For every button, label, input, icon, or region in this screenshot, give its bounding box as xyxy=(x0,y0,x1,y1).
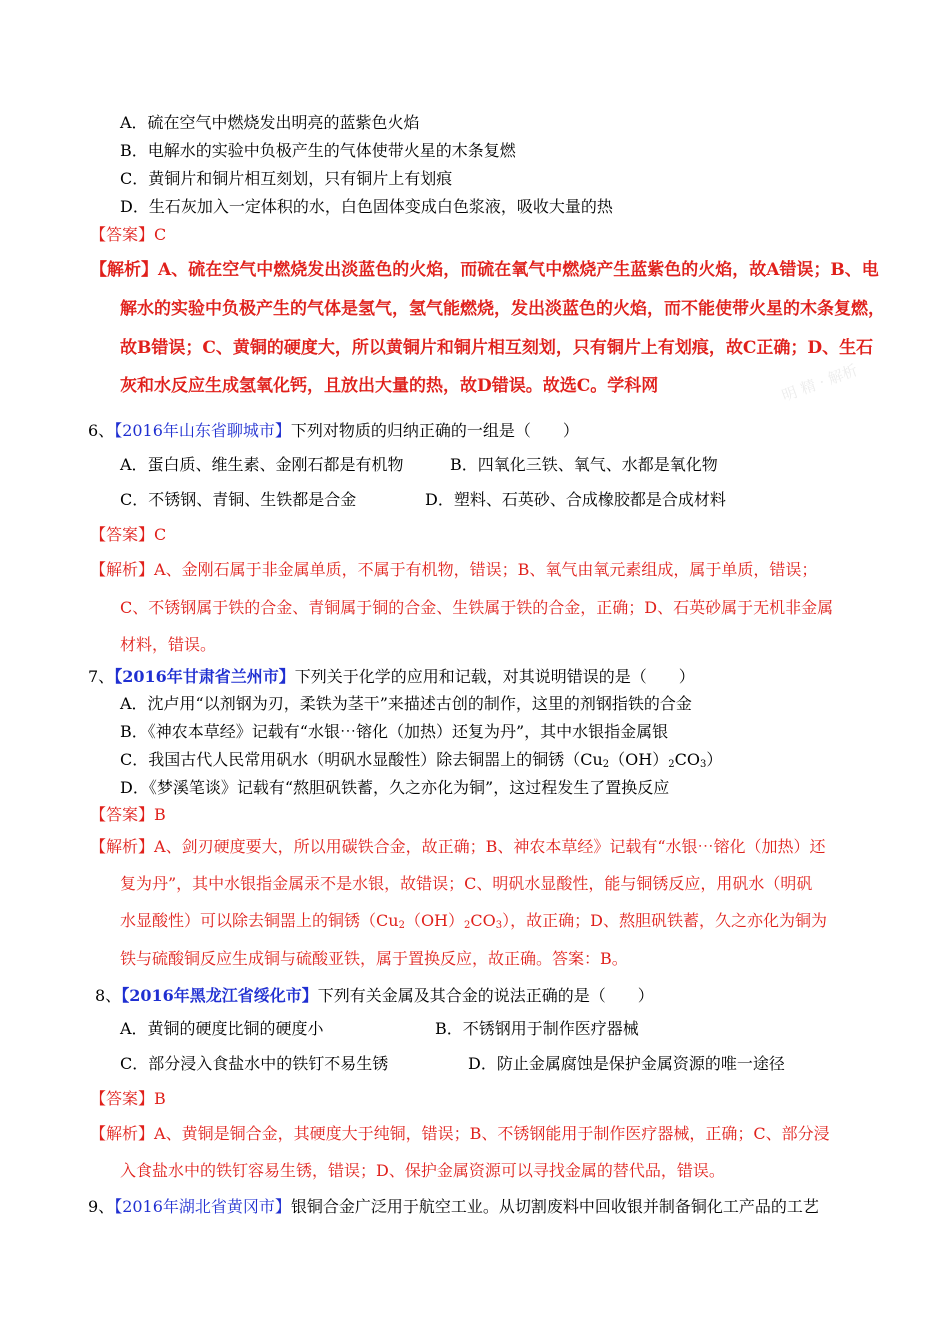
q7-analysis-line-3 xyxy=(120,910,827,932)
question-stem: 银铜合金广泛用于航空工业。从切割废料中回收银并制备铜化工产品的工艺 xyxy=(290,1197,819,1216)
question-stem: 下列对物质的归纳正确的一组是（ ） xyxy=(290,421,579,440)
subscript: 3 xyxy=(495,920,503,931)
q7-answer xyxy=(90,804,166,826)
answer-label: 【答案】 xyxy=(90,805,155,824)
answer-value: B xyxy=(154,805,166,824)
q5-option-d: D．生石灰加入一定体积的水，白色固体变成白色浆液，吸收大量的热 xyxy=(120,197,613,216)
analysis-text: CO xyxy=(470,911,496,930)
q8-option-d: D．防止金属腐蚀是保护金属资源的唯一途径 xyxy=(468,1054,785,1073)
subscript: 2 xyxy=(398,920,405,931)
answer-label: 【答案】 xyxy=(90,1089,155,1108)
option-text: C．我国古代人民常用矾水（明矾水显酸性）除去铜噐上的铜锈（Cu xyxy=(120,750,603,769)
q5-option-c: C．黄铜片和铜片相互刻划，只有铜片上有划痕 xyxy=(120,169,453,188)
q8-analysis-line-2: 入食盐水中的铁钉容易生锈，错误；D、保护金属资源可以寻找金属的替代品，错误。 xyxy=(120,1161,725,1180)
q8-option-a: A．黄铜的硬度比铜的硬度小 xyxy=(120,1019,324,1038)
analysis-label: 【解析】 xyxy=(90,560,155,579)
q6-analysis-line-2: C、不锈钢属于铁的合金、青铜属于铜的合金、生铁属于铁的合金，正确；D、石英砂属于无机非金属 xyxy=(120,598,834,617)
watermark: 明 精 · 解析 xyxy=(779,360,860,405)
q6-answer xyxy=(90,524,166,546)
q8-stem xyxy=(95,985,654,1007)
question-number: 8、 xyxy=(95,986,122,1005)
analysis-text: A、硫在空气中燃烧发出淡蓝色的火焰，而硫在氧气中燃烧产生蓝紫色的火焰，故A错误；B、电 xyxy=(158,260,879,280)
subscript: 3 xyxy=(699,759,707,770)
question-source: 【2016年山东省聊城市】 xyxy=(114,421,291,440)
q5-analysis-line-1 xyxy=(90,258,879,282)
option-text: （OH） xyxy=(609,750,669,769)
q7-option-c xyxy=(120,749,722,771)
question-number: 9、 xyxy=(88,1197,115,1216)
q5-answer xyxy=(90,224,166,246)
subscript: 2 xyxy=(602,759,610,770)
option-text: CO xyxy=(674,750,700,769)
q7-stem xyxy=(88,666,695,688)
analysis-label: 【解析】 xyxy=(90,1124,155,1143)
q8-analysis-line-1 xyxy=(90,1123,830,1145)
q5-analysis-line-4: 灰和水反应生成氢氧化钙，且放出大量的热，故D错误。故选C。学科网 xyxy=(120,376,659,396)
q6-option-c: C．不锈钢、青铜、生铁都是合金 xyxy=(120,490,357,509)
q6-analysis-line-1 xyxy=(90,559,817,581)
analysis-text: ），故正确；D、熬胆矾铁蓄，久之亦化为铜为 xyxy=(502,911,827,930)
answer-value: B xyxy=(154,1089,166,1108)
q5-option-b: B．电解水的实验中负极产生的气体使带火星的木条复燃 xyxy=(120,141,516,160)
q5-option-a: A．硫在空气中燃烧发出明亮的蓝紫色火焰 xyxy=(120,113,420,132)
question-stem: 下列有关金属及其合金的说法正确的是（ ） xyxy=(317,986,654,1005)
q6-stem xyxy=(88,420,579,442)
analysis-text: （OH） xyxy=(404,911,465,930)
q6-option-a: A．蛋白质、维生素、金刚石都是有机物 xyxy=(120,455,404,474)
question-stem: 下列关于化学的应用和记载，对其说明错误的是（ ） xyxy=(294,667,695,686)
answer-value: C xyxy=(154,525,167,544)
option-text: ） xyxy=(706,750,723,769)
q7-option-b: B．《神农本草经》记载有“水银⋯镕化（加热）还复为丹”，其中水银指金属银 xyxy=(120,722,669,741)
q6-analysis-line-3: 材料，错误。 xyxy=(120,635,217,654)
q7-analysis-line-2: 复为丹”，其中水银指金属汞不是水银，故错误；C、明矾水显酸性，能与铜锈反应，用矾水（明矾 xyxy=(120,874,813,893)
q8-answer xyxy=(90,1088,166,1110)
q8-option-c: C．部分浸入食盐水中的铁钉不易生锈 xyxy=(120,1054,389,1073)
analysis-text: 水显酸性）可以除去铜噐上的铜锈（Cu xyxy=(120,911,399,930)
q8-option-b: B．不锈钢用于制作医疗器械 xyxy=(435,1019,639,1038)
analysis-text: A、剑刃硬度要大，所以用碳铁合金，故正确；B、神农本草经》记载有“水银⋯镕化（加热）还 xyxy=(154,837,826,856)
q7-option-d: D．《梦溪笔谈》记载有“熬胆矾铁蓄，久之亦化为铜”，这过程发生了置换反应 xyxy=(120,778,670,797)
analysis-text: A、金刚石属于非金属单质，不属于有机物，错误；B、氧气由氧元素组成，属于单质，错误； xyxy=(154,560,818,579)
q5-analysis-line-2: 解水的实验中负极产生的气体是氢气，氢气能燃烧，发出淡蓝色的火焰，而不能使带火星的木条复燃， xyxy=(120,299,885,319)
q6-option-d: D．塑料、石英砂、合成橡胶都是合成材料 xyxy=(425,490,726,509)
answer-value: C xyxy=(154,225,167,244)
answer-label: 【答案】 xyxy=(90,225,155,244)
analysis-label: 【解析】 xyxy=(90,260,158,280)
q9-stem xyxy=(88,1196,819,1218)
subscript: 2 xyxy=(668,759,675,770)
question-source: 【2016年甘肃省兰州市】 xyxy=(114,667,295,686)
answer-label: 【答案】 xyxy=(90,525,155,544)
question-number: 6、 xyxy=(88,421,115,440)
q7-analysis-line-4: 铁与硫酸铜反应生成铜与硫酸亚铁，属于置换反应，故正确。答案：B。 xyxy=(120,949,628,968)
question-number: 7、 xyxy=(88,667,115,686)
q7-analysis-line-1 xyxy=(90,836,826,858)
analysis-label: 【解析】 xyxy=(90,837,155,856)
question-source: 【2016年湖北省黄冈市】 xyxy=(114,1197,291,1216)
subscript: 2 xyxy=(464,920,471,931)
q7-option-a: A．沈卢用“以剂钢为刃，柔铁为茎干”来描述古创的制作，这里的剂钢指铁的合金 xyxy=(120,694,692,713)
q5-analysis-line-3: 故B错误；C、黄铜的硬度大，所以黄铜片和铜片相互刻划，只有铜片上有划痕，故C正确；D、生石 xyxy=(120,338,874,358)
q6-option-b: B．四氧化三铁、氧气、水都是氧化物 xyxy=(450,455,718,474)
question-source: 【2016年黑龙江省绥化市】 xyxy=(121,986,318,1005)
analysis-text: A、黄铜是铜合金，其硬度大于纯铜，错误；B、不锈钢能用于制作医疗器械，正确；C、部分浸 xyxy=(154,1124,830,1143)
